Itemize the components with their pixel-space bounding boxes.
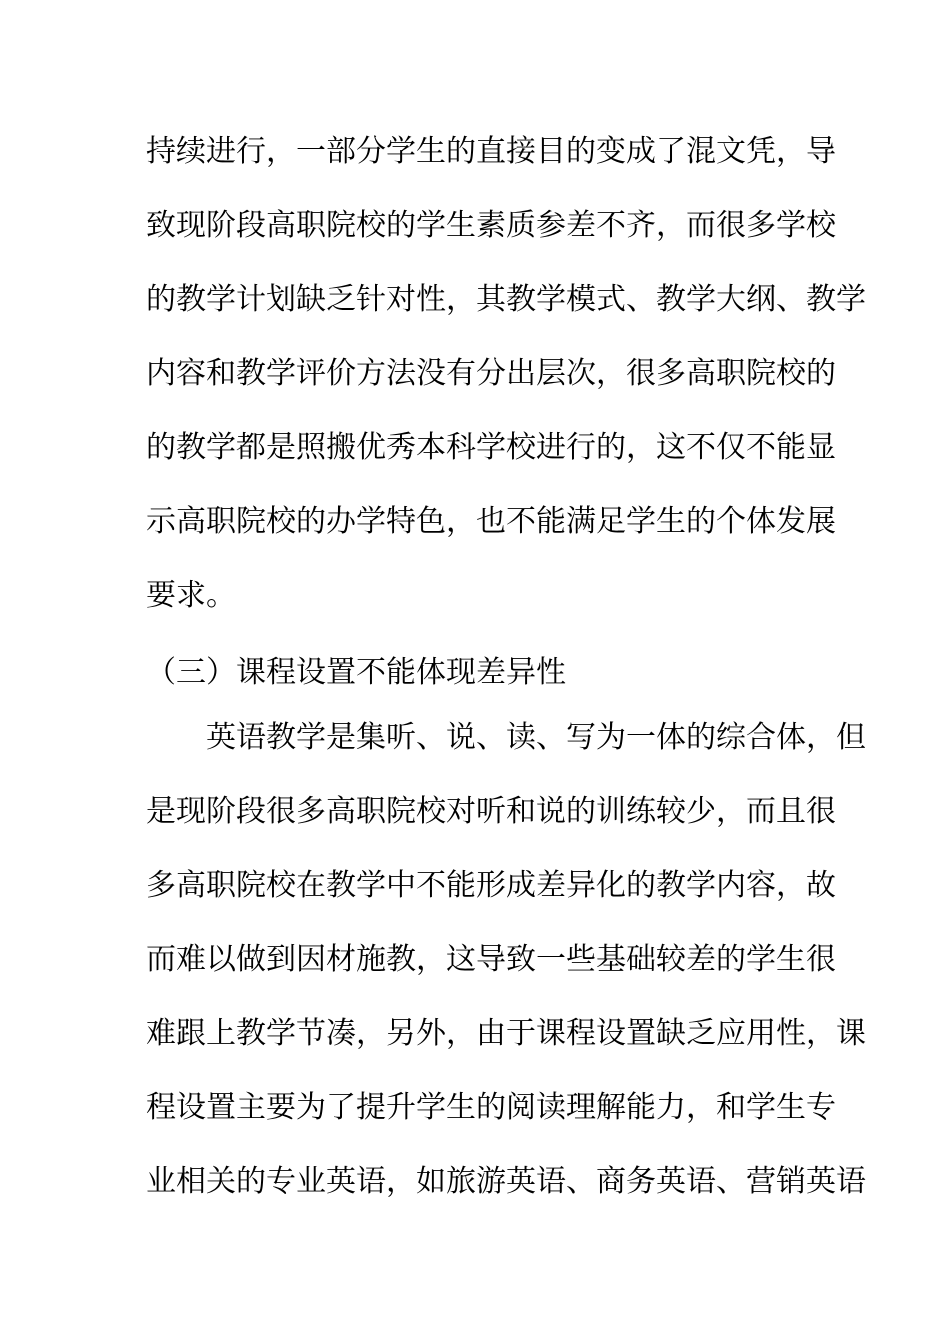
paragraph-line: 难跟上教学节凑，另外，由于课程设置缺乏应用性，课	[146, 1016, 866, 1051]
paragraph-line: 内容和教学评价方法没有分出层次，很多高职院校的	[146, 356, 836, 391]
section-heading: （三）课程设置不能体现差异性	[146, 655, 566, 690]
paragraph-line: 示高职院校的办学特色，也不能满足学生的个体发展	[146, 504, 836, 539]
paragraph-line: 持续进行，一部分学生的直接目的变成了混文凭，导	[146, 134, 836, 169]
paragraph-line: 是现阶段很多高职院校对听和说的训练较少，而且很	[146, 794, 836, 829]
paragraph-line: 多高职院校在教学中不能形成差异化的教学内容，故	[146, 868, 836, 903]
paragraph-line: 程设置主要为了提升学生的阅读理解能力，和学生专	[146, 1090, 836, 1125]
paragraph-line: 而难以做到因材施教，这导致一些基础较差的学生很	[146, 942, 836, 977]
paragraph-line: 的教学都是照搬优秀本科学校进行的，这不仅不能显	[146, 430, 836, 465]
paragraph-line: 业相关的专业英语，如旅游英语、商务英语、营销英语	[146, 1164, 866, 1199]
paragraph-line: 致现阶段高职院校的学生素质参差不齐，而很多学校	[146, 208, 836, 243]
paragraph-line: 的教学计划缺乏针对性，其教学模式、教学大纲、教学	[146, 282, 866, 317]
paragraph-line: 英语教学是集听、说、读、写为一体的综合体，但	[206, 720, 866, 755]
paragraph-line: 要求。	[146, 578, 236, 613]
